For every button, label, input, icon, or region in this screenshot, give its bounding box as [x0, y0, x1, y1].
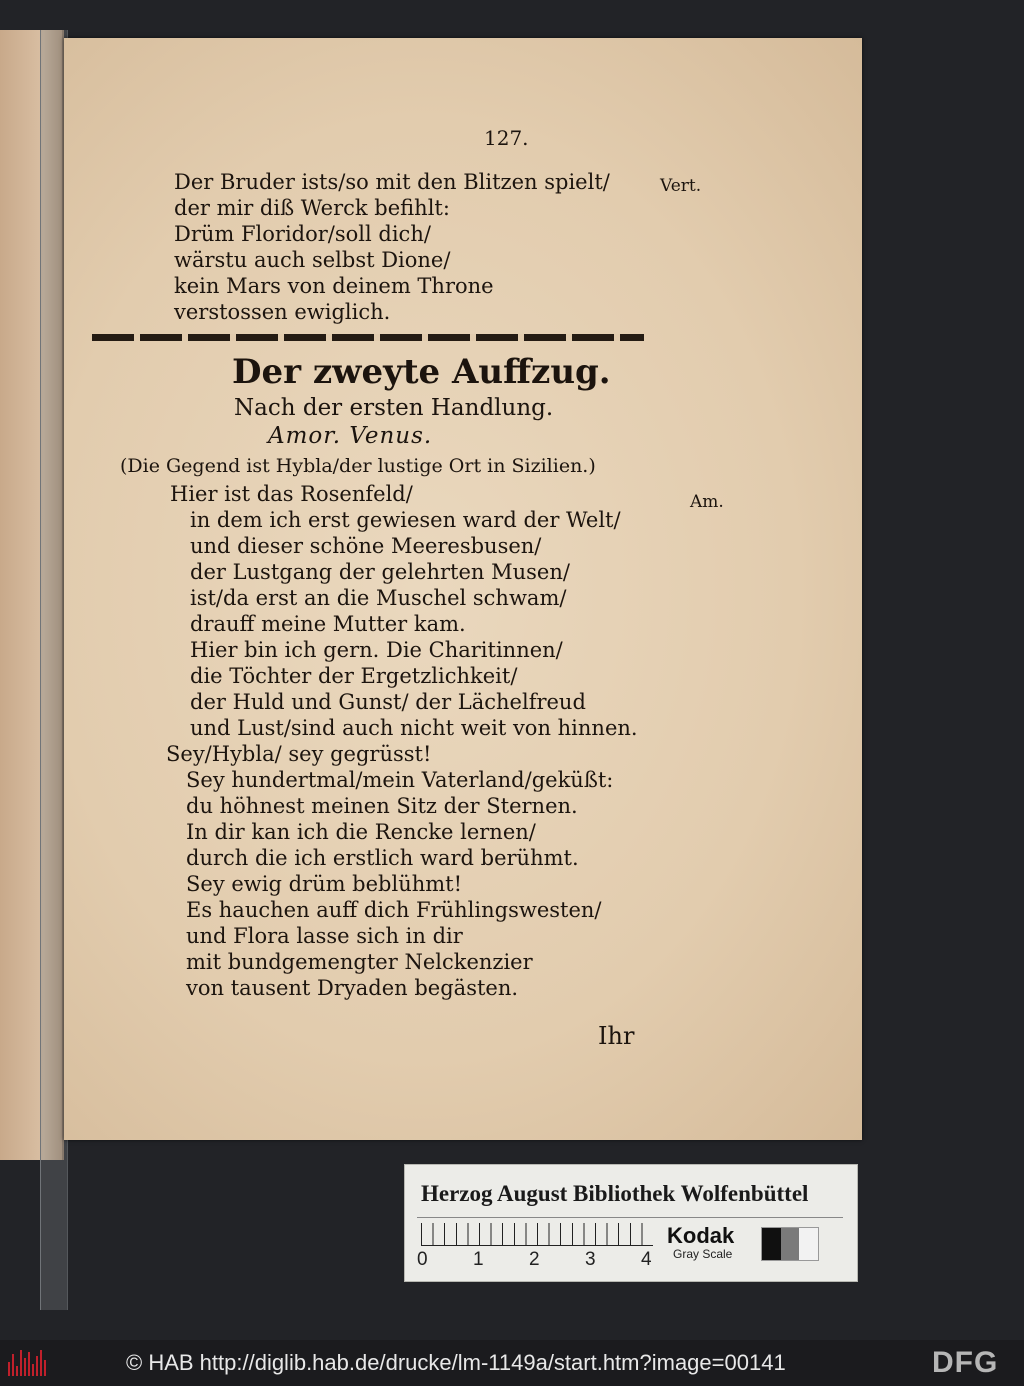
verse-line: und dieser schöne Meeresbusen/ — [190, 534, 542, 558]
verse-line: und Flora lasse sich in dir — [186, 924, 463, 948]
speaker-marginal-am: Am. — [690, 492, 724, 512]
verse-line: die Töchter der Ergetzlichkeit/ — [190, 664, 518, 688]
verse-line: ist/da erst an die Muschel schwam/ — [190, 586, 567, 610]
verse-line: der mir diß Werck befihlt: — [174, 196, 450, 220]
catchword: Ihr — [598, 1022, 635, 1050]
ruler-number: 1 — [473, 1249, 484, 1270]
verse-line: Sey ewig drüm beblühmt! — [186, 872, 463, 896]
verse-line: Es hauchen auff dich Frühlingswesten/ — [186, 898, 602, 922]
verse-line: in dem ich erst gewiesen ward der Welt/ — [190, 508, 621, 532]
verse-line: mit bundgemengter Nelckenzier — [186, 950, 533, 974]
verse-line: Der Bruder ists/so mit den Blitzen spielt/ — [174, 170, 610, 194]
verse-line: Drüm Floridor/soll dich/ — [174, 222, 431, 246]
verse-line: durch die ich erstlich ward berühmt. — [186, 846, 579, 870]
library-name: Herzog August Bibliothek Wolfenbüttel — [421, 1181, 809, 1206]
verse-line: der Lustgang der gelehrten Musen/ — [190, 560, 570, 584]
kodak-logo: Kodak — [667, 1223, 735, 1248]
verse-line: und Lust/sind auch nicht weit von hinnen. — [190, 716, 638, 740]
card-divider — [417, 1217, 843, 1218]
verse-line: du höhnest meinen Sitz der Sternen. — [186, 794, 578, 818]
verse-line: kein Mars von deinem Throne — [174, 274, 494, 298]
gray-scale-patches — [761, 1227, 819, 1261]
ruler-number: 3 — [585, 1249, 596, 1270]
ruler-numbers — [417, 1249, 657, 1271]
copyright-link[interactable]: © HAB http://diglib.hab.de/drucke/lm-1149a/start.htm?image=00141 — [126, 1350, 786, 1375]
ornamental-rule — [92, 334, 644, 341]
gray-patch-black — [762, 1228, 781, 1260]
verse-line: Sey/Hybla/ sey gegrüsst! — [166, 742, 432, 766]
color-target-card — [404, 1164, 858, 1282]
ruler-number: 4 — [641, 1249, 652, 1270]
verse-line: der Huld und Gunst/ der Lächelfreud — [190, 690, 586, 714]
verse-line: Hier bin ich gern. Die Charitinnen/ — [190, 638, 563, 662]
hab-barcode-icon — [8, 1348, 48, 1376]
act-subheading: Nach der ersten Handlung. — [234, 395, 554, 421]
verse-line: verstossen ewiglich. — [174, 300, 391, 324]
gray-patch-mid — [781, 1228, 800, 1260]
persons-list: Amor. Venus. — [268, 423, 433, 449]
verse-line: Hier ist das Rosenfeld/ — [170, 482, 413, 506]
verse-line: von tausent Dryaden begästen. — [186, 976, 519, 1000]
verse-line: drauff meine Mutter kam. — [190, 612, 466, 636]
page-number: 127. — [484, 126, 529, 150]
speaker-marginal-vert: Vert. — [660, 176, 702, 196]
verse-line: In dir kan ich die Rencke lernen/ — [186, 820, 536, 844]
verse-line: wärstu auch selbst Dione/ — [174, 248, 451, 272]
stage-direction: (Die Gegend ist Hybla/der lustige Ort in Sizilien.) — [120, 455, 596, 477]
dfg-logo: DFG — [932, 1346, 999, 1379]
ruler-number: 0 — [417, 1249, 428, 1270]
measurement-ruler — [421, 1223, 653, 1246]
verse-line: Sey hundertmal/mein Vaterland/geküßt: — [186, 768, 614, 792]
ruler-number: 2 — [529, 1249, 540, 1270]
viewer-footer — [0, 1340, 1024, 1386]
act-heading: Der zweyte Auffzug. — [232, 352, 611, 392]
gray-patch-white — [799, 1228, 818, 1260]
gray-scale-label: Gray Scale — [673, 1247, 733, 1261]
